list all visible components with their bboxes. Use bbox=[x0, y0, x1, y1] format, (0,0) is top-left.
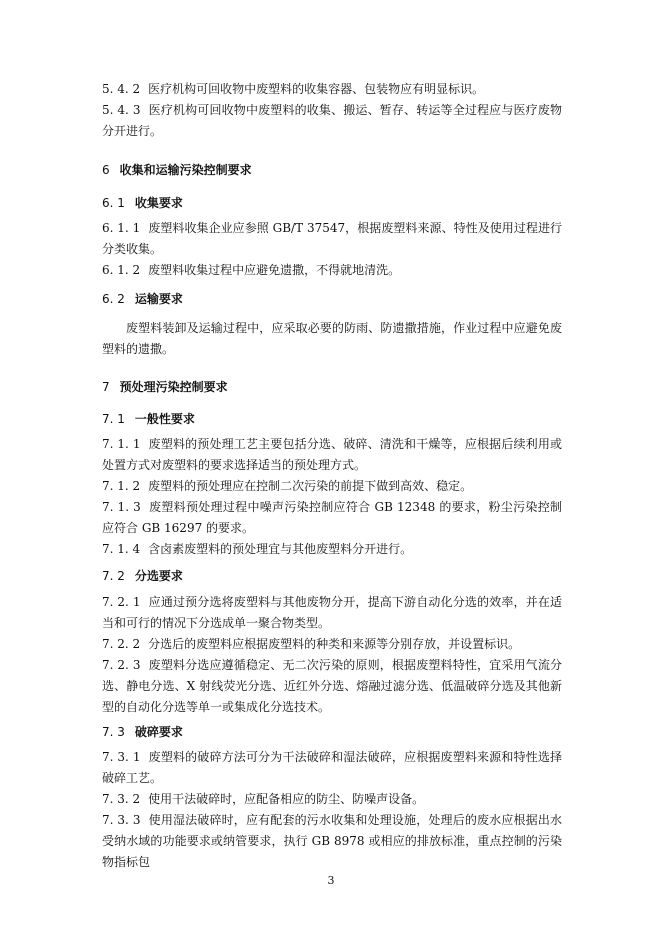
clause-text: 废塑料分选应遵循稳定、无二次污染的原则，根据废塑料特性，宜采用气流分选、静电分选、X 射线荧光分选、近红外分选、熔融过滤分选、低温破碎分选及其他新型的自动化分选等单一或集成化分选技术。 bbox=[102, 658, 562, 714]
subsection-number: 6. 1 bbox=[102, 196, 125, 210]
clause-number: 7. 2. 2 bbox=[102, 637, 141, 651]
clause-text: 使用湿法破碎时，应有配套的污水收集和处理设施，处理后的废水应根据出水受纳水域的功能要求或纳管要求，执行 GB 8978 或相应的排放标准，重点控制的污染物指标包 bbox=[102, 813, 562, 869]
subsection-number: 6. 2 bbox=[102, 292, 125, 306]
subsection-title: 运输要求 bbox=[134, 292, 183, 306]
subsection-heading-6-1 bbox=[102, 193, 562, 214]
clause-7-1-3 bbox=[102, 497, 562, 539]
clause-text: 分选后的废塑料应根据废塑料的种类和来源等分别存放，并设置标识。 bbox=[148, 637, 521, 651]
clause-7-2-1 bbox=[102, 592, 562, 634]
clause-number: 7. 1. 1 bbox=[102, 437, 141, 451]
clause-5-4-3 bbox=[102, 100, 562, 142]
subsection-heading-7-1 bbox=[102, 409, 562, 430]
subsection-number: 7. 2 bbox=[102, 569, 125, 583]
page-number: 3 bbox=[327, 874, 335, 887]
subsection-title: 破碎要求 bbox=[134, 725, 183, 739]
subsection-heading-6-2 bbox=[102, 289, 562, 310]
clause-number: 7. 3. 1 bbox=[102, 750, 141, 764]
paragraph-text: 废塑料装卸及运输过程中，应采取必要的防雨、防遗撒措施，作业过程中应避免废塑料的遗撒。 bbox=[102, 321, 562, 356]
clause-6-1-1 bbox=[102, 218, 562, 260]
subsection-heading-7-3 bbox=[102, 722, 562, 743]
section-title: 收集和运输污染控制要求 bbox=[119, 163, 252, 177]
subsection-heading-7-2 bbox=[102, 566, 562, 587]
clause-number: 7. 2. 1 bbox=[102, 595, 141, 609]
clause-text: 医疗机构可回收物中废塑料的收集容器、包装物应有明显标识。 bbox=[148, 82, 485, 96]
clause-7-2-2 bbox=[102, 634, 562, 655]
section-heading-7 bbox=[102, 377, 562, 398]
subsection-number: 7. 1 bbox=[102, 412, 125, 426]
clause-text: 废塑料的预处理工艺主要包括分选、破碎、清洗和干燥等，应根据后续利用或处置方式对废塑料的要求选择适当的预处理方式。 bbox=[102, 437, 562, 472]
section-number: 6 bbox=[102, 163, 110, 177]
clause-7-2-3 bbox=[102, 655, 562, 718]
clause-text: 废塑料的预处理应在控制二次污染的前提下做到高效、稳定。 bbox=[148, 479, 473, 493]
clause-number: 5. 4. 3 bbox=[102, 103, 141, 117]
clause-number: 7. 1. 3 bbox=[102, 500, 141, 514]
clause-7-3-1 bbox=[102, 747, 562, 789]
clause-6-1-2 bbox=[102, 260, 562, 281]
section-heading-6 bbox=[102, 160, 562, 181]
clause-number: 6. 1. 1 bbox=[102, 221, 141, 235]
clause-number: 7. 3. 2 bbox=[102, 792, 141, 806]
clause-7-3-3 bbox=[102, 810, 562, 873]
clause-text: 废塑料的破碎方法可分为干法破碎和湿法破碎，应根据废塑料来源和特性选择破碎工艺。 bbox=[102, 750, 562, 785]
clause-text: 使用干法破碎时，应配备相应的防尘、防噪声设备。 bbox=[148, 792, 425, 806]
clause-text: 废塑料预处理过程中噪声污染控制应符合 GB 12348 的要求，粉尘污染控制应符合 GB 16297 的要求。 bbox=[102, 500, 562, 535]
clause-number: 7. 2. 3 bbox=[102, 658, 141, 672]
subsection-title: 收集要求 bbox=[134, 196, 183, 210]
subsection-number: 7. 3 bbox=[102, 725, 125, 739]
clause-text: 废塑料收集企业应参照 GB/T 37547，根据废塑料来源、特性及使用过程进行分类收集。 bbox=[102, 221, 562, 256]
section-title: 预处理污染控制要求 bbox=[119, 380, 228, 394]
clause-7-1-4 bbox=[102, 539, 562, 560]
clause-number: 6. 1. 2 bbox=[102, 263, 141, 277]
clause-text: 废塑料收集过程中应避免遗撒，不得就地清洗。 bbox=[148, 263, 401, 277]
clause-7-1-1 bbox=[102, 434, 562, 476]
clause-7-1-2 bbox=[102, 476, 562, 497]
subsection-title: 一般性要求 bbox=[134, 412, 195, 426]
section-number: 7 bbox=[102, 380, 110, 394]
clause-text: 含卤素废塑料的预处理宜与其他废塑料分开进行。 bbox=[148, 542, 413, 556]
clause-number: 5. 4. 2 bbox=[102, 82, 141, 96]
clause-text: 应通过预分选将废塑料与其他废物分开，提高下游自动化分选的效率，并在适当和可行的情况下分选成单一聚合物类型。 bbox=[102, 595, 562, 630]
subsection-title: 分选要求 bbox=[134, 569, 183, 583]
clause-number: 7. 1. 4 bbox=[102, 542, 141, 556]
clause-number: 7. 3. 3 bbox=[102, 813, 141, 827]
clause-number: 7. 1. 2 bbox=[102, 479, 141, 493]
paragraph-6-2 bbox=[102, 318, 562, 360]
clause-7-3-2 bbox=[102, 789, 562, 810]
clause-5-4-2 bbox=[102, 79, 562, 100]
clause-text: 医疗机构可回收物中废塑料的收集、搬运、暂存、转运等全过程应与医疗废物分开进行。 bbox=[102, 103, 562, 138]
